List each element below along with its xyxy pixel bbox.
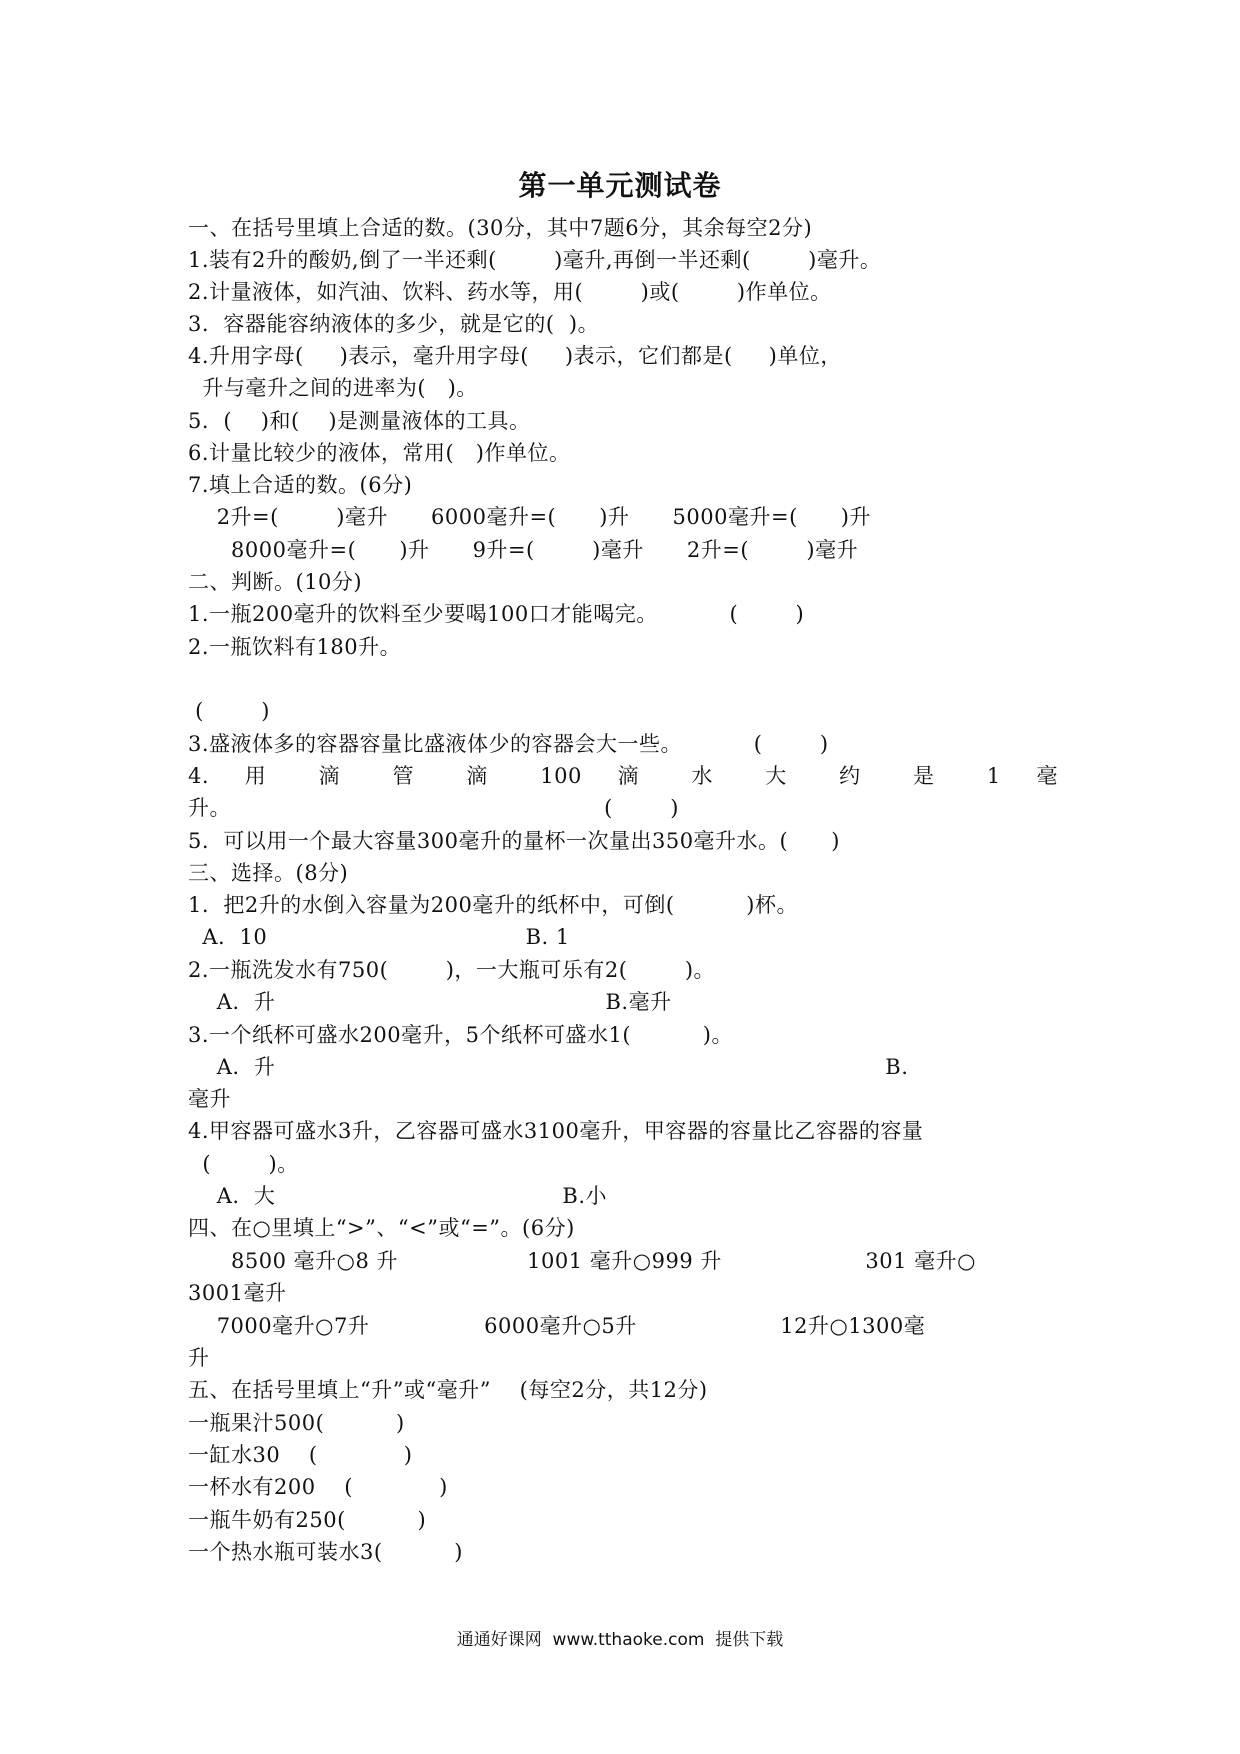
option-line: A. 10 B. 1: [188, 925, 570, 949]
question-line: 4.升用字母( )表示，毫升用字母( )表示，它们都是( )单位，: [188, 344, 842, 368]
question-line: 8000毫升=( )升 9升=( )毫升 2升=( )毫升: [188, 538, 859, 562]
question-line: 7.填上合适的数。(6分): [188, 473, 413, 497]
compare-line: 升: [188, 1346, 210, 1370]
compare-line: 3001毫升: [188, 1281, 287, 1305]
question-line: 2.一瓶饮料有180升。: [188, 635, 402, 659]
question-line: ( )。: [188, 1152, 299, 1176]
compare-line: 7000毫升○7升 6000毫升○5升 12升○1300毫: [188, 1314, 926, 1338]
section-5-heading: 五、在括号里填上“升”或“毫升” (每空2分，共12分): [188, 1378, 708, 1402]
option-line: A. 大 B.小: [188, 1184, 608, 1208]
page-title: 第一单元测试卷: [518, 169, 722, 202]
question-line: 3.一个纸杯可盛水200毫升，5个纸杯可盛水1( )。: [188, 1023, 733, 1047]
section-4-heading: 四、在○里填上“>”、“<”或“=”。(6分): [188, 1216, 575, 1240]
question-line: 一个热水瓶可装水3( ): [188, 1540, 463, 1564]
question-line: ( ): [188, 699, 270, 723]
question-line: 升与毫升之间的进率为( )。: [188, 376, 478, 400]
question-line: 1.装有2升的酸奶,倒了一半还剩( )毫升,再倒一半还剩( )毫升。: [188, 248, 882, 272]
section-2-heading: 二、判断。(10分): [188, 570, 363, 594]
question-line: 6.计量比较少的液体，常用( )作单位。: [188, 441, 571, 465]
compare-line: 8500 毫升○8 升 1001 毫升○999 升 301 毫升○: [188, 1249, 976, 1273]
question-line: 4.甲容器可盛水3升，乙容器可盛水3100毫升，甲容器的容量比乙容器的容量: [188, 1119, 924, 1143]
section-1-heading: 一、在括号里填上合适的数。(30分，其中7题6分，其余每空2分): [188, 216, 813, 240]
option-line: A. 升 B.: [188, 1055, 909, 1079]
question-line: 一瓶牛奶有250( ): [188, 1508, 427, 1532]
option-line: 毫升: [188, 1087, 231, 1111]
question-line: 3.盛液体多的容器容量比盛液体少的容器会大一些。 ( ): [188, 732, 829, 756]
question-line: 5. ( )和( )是测量液体的工具。: [188, 409, 531, 433]
question-line: 2.一瓶洗发水有750( )，一大瓶可乐有2( )。: [188, 958, 716, 982]
question-line: 2.计量液体，如汽油、饮料、药水等，用( )或( )作单位。: [188, 280, 832, 304]
question-line: 一缸水30 ( ): [188, 1443, 413, 1467]
question-line: 一杯水有200 ( ): [188, 1475, 448, 1499]
question-line: 5. 可以用一个最大容量300毫升的量杯一次量出350毫升水。( ): [188, 829, 840, 853]
question-line: 升。 ( ): [188, 796, 679, 820]
option-line: A. 升 B.毫升: [188, 990, 672, 1014]
question-line: 2升=( )毫升 6000毫升=( )升 5000毫升=( )升: [188, 505, 872, 529]
question-line: 1.一瓶200毫升的饮料至少要喝100口才能喝完。 ( ): [188, 602, 805, 626]
question-line: 一瓶果汁500( ): [188, 1411, 405, 1435]
question-line: 4. 用 滴 管 滴 100 滴 水 大 约 是 1 毫: [188, 764, 1058, 788]
footer-download-note: 通通好课网 www.tthaoke.com 提供下载: [456, 1630, 784, 1650]
section-3-heading: 三、选择。(8分): [188, 861, 349, 885]
question-line: 3. 容器能容纳液体的多少，就是它的( )。: [188, 312, 600, 336]
question-line: 1. 把2升的水倒入容量为200毫升的纸杯中，可倒( )杯。: [188, 893, 798, 917]
